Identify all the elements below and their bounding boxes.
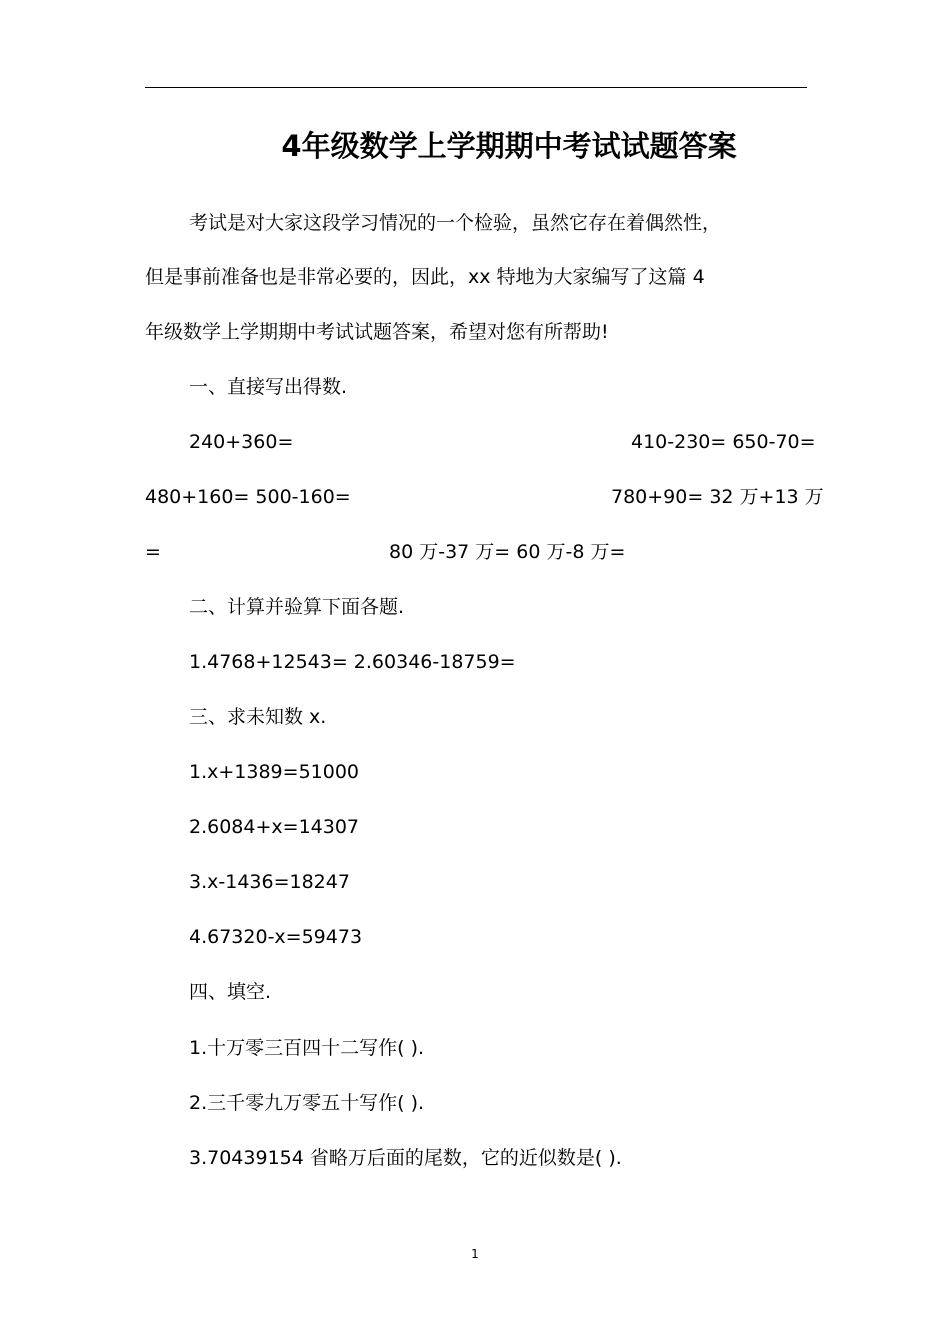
intro-line-1: 考试是对大家这段学习情况的一个检验，虽然它存在着偶然性， bbox=[189, 212, 722, 234]
section2-item-1: 1.4768+12543= 2.60346-18759= bbox=[189, 651, 516, 673]
intro-line-2: 但是事前准备也是非常必要的，因此，xx 特地为大家编写了这篇 4 bbox=[145, 266, 705, 288]
section1-row2-right: 780+90= 32 万+13 万 bbox=[611, 486, 824, 508]
section1-row3-mid: 80 万-37 万= 60 万-8 万= bbox=[389, 541, 626, 563]
document-title: 4年级数学上学期期中考试试题答案 bbox=[281, 129, 737, 163]
section4-item-2: 2.三千零九万零五十写作( ). bbox=[189, 1092, 425, 1114]
section1-row1-left: 240+360= bbox=[189, 431, 294, 453]
section1-row3-left: = bbox=[145, 541, 161, 563]
section3-item-2: 2.6084+x=14307 bbox=[189, 816, 360, 838]
section3-item-4: 4.67320-x=59473 bbox=[189, 926, 363, 948]
section2-heading: 二、计算并验算下面各题. bbox=[189, 596, 405, 618]
section4-item-3: 3.70439154 省略万后面的尾数，它的近似数是( ). bbox=[189, 1147, 622, 1169]
header-rule bbox=[145, 87, 807, 88]
page-number: 1 bbox=[471, 1247, 479, 1261]
section1-row1-right: 410-230= 650-70= bbox=[631, 431, 816, 453]
section4-item-1: 1.十万零三百四十二写作( ). bbox=[189, 1037, 425, 1059]
section1-row2-left: 480+160= 500-160= bbox=[145, 486, 351, 508]
section3-item-3: 3.x-1436=18247 bbox=[189, 871, 350, 893]
section3-item-1: 1.x+1389=51000 bbox=[189, 761, 360, 783]
intro-line-3: 年级数学上学期期中考试试题答案，希望对您有所帮助! bbox=[145, 321, 609, 343]
section3-heading: 三、求未知数 x. bbox=[189, 706, 327, 728]
section1-heading: 一、直接写出得数. bbox=[189, 376, 348, 398]
section4-heading: 四、填空. bbox=[189, 981, 272, 1003]
